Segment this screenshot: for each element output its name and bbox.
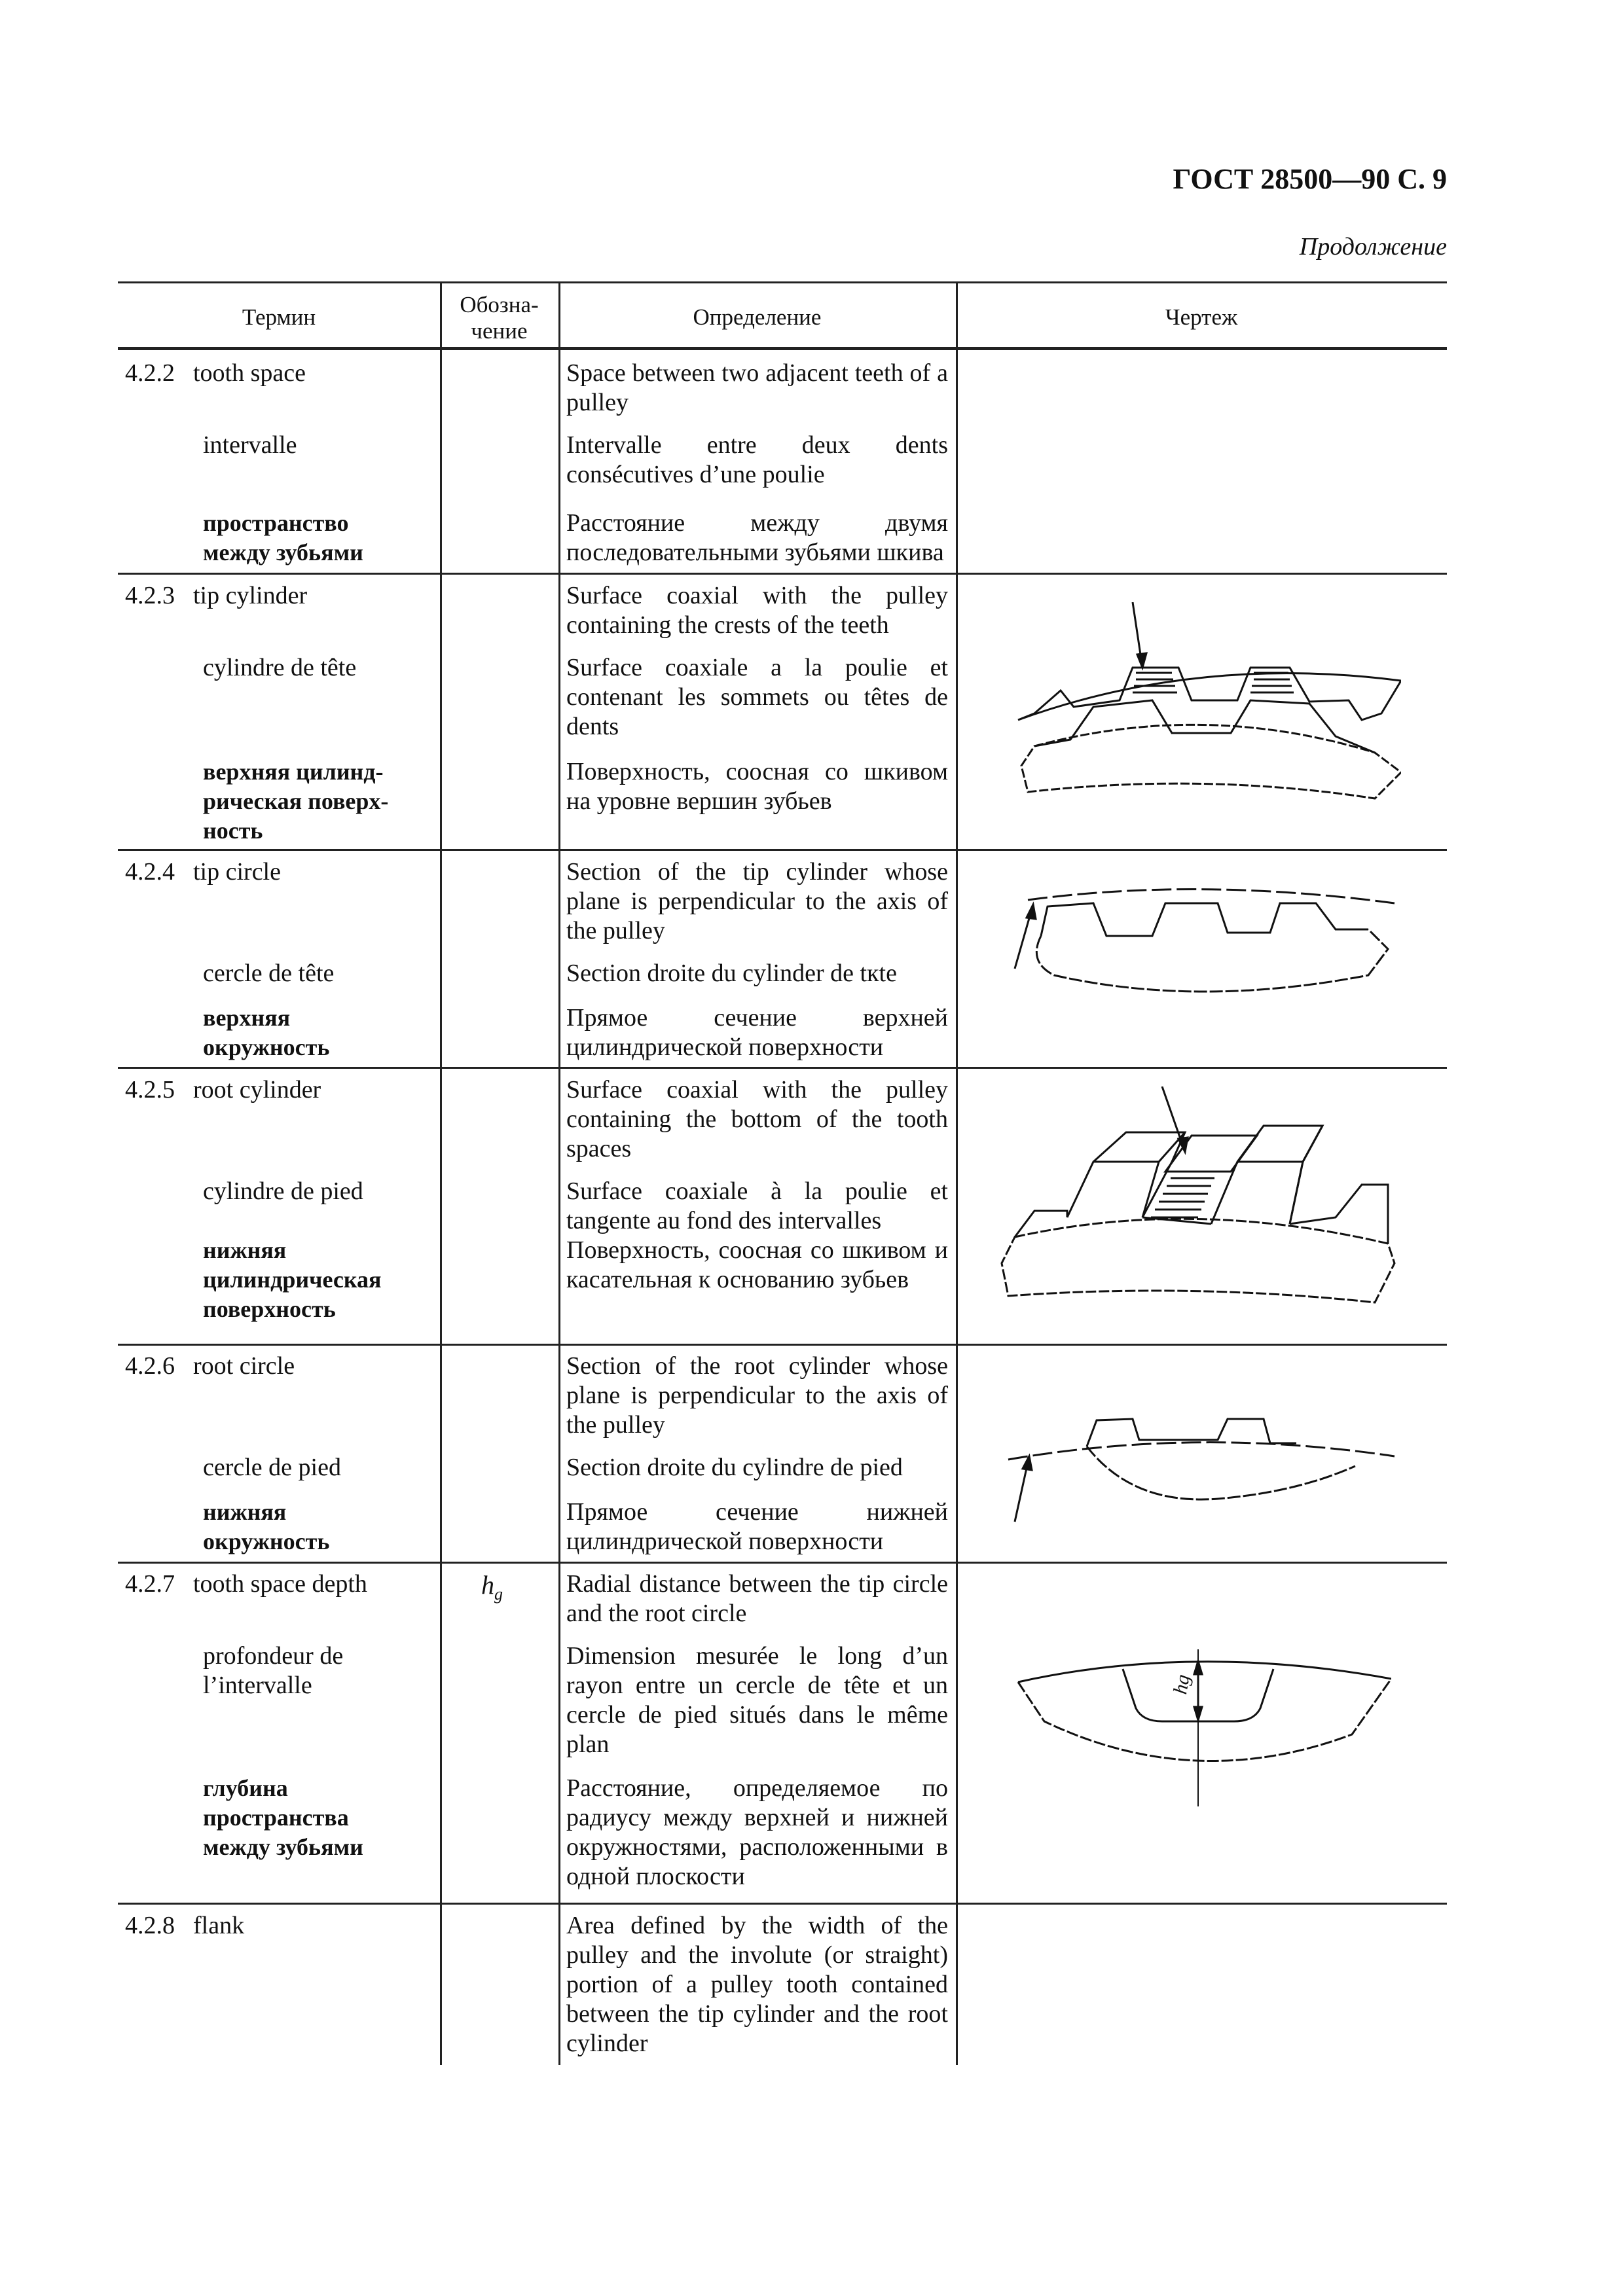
definition-english: Section of the root cylinder whose plane is perpendicular to the axis of the pulley [566, 1352, 948, 1439]
term-number: 4.2.3 [125, 582, 175, 609]
column-header-definition: Определение [693, 304, 822, 330]
header-bottom-border [118, 347, 1447, 350]
column-divider [558, 281, 560, 2065]
term-number: 4.2.8 [125, 1912, 175, 1939]
column-header-symbol-line2: чение [471, 318, 528, 344]
tooth-space-depth-figure [1012, 1649, 1391, 1820]
term-english: tip cylinder [193, 582, 308, 609]
definition-russian: Прямое сечение нижней цилиндрической поверхности [566, 1498, 948, 1555]
term-russian: нижняя цилиндрическая поверхность [203, 1237, 382, 1322]
definition-russian: Расстояние между двумя последовательными зубьями шкива [566, 509, 948, 566]
term-number: 4.2.5 [125, 1076, 175, 1103]
continuation-label: Продолжение [1299, 233, 1447, 260]
definition-french: Surface coaxiale a la poulie et contenant les sommets ou têtes de dents [566, 654, 948, 740]
definition-russian: Поверхность, соосная со шкивом и касательная к основанию зубьев [566, 1236, 948, 1293]
term-french: cercle de tête [203, 960, 335, 987]
definition-english: Surface coaxial with the pulley containing the bottom of the tooth spaces [566, 1076, 948, 1162]
symbol-hg: $h_g$ [481, 1570, 503, 1604]
term-english: tip circle [193, 858, 281, 886]
column-divider [440, 281, 442, 2065]
row-divider [118, 573, 1447, 575]
definition-french: Dimension mesurée le long d’un rayon entre un cercle de tête et un cercle de pied situés dans le même plan [566, 1642, 948, 1758]
row-divider [118, 1344, 1447, 1346]
tip-circle-figure [1002, 877, 1401, 1008]
document-code: ГОСТ 28500—90 С. 9 [1173, 163, 1447, 195]
term-french: cercle de pied [203, 1454, 341, 1481]
definition-english: Radial distance between the tip circle and the root circle [566, 1570, 948, 1627]
term-english: flank [193, 1912, 245, 1939]
definition-french: Intervalle entre deux dents consécutives d’une poulie [566, 431, 948, 488]
term-french: cylindre de tête [203, 654, 357, 681]
term-russian: верхняя окружность [203, 1005, 330, 1060]
term-french: profondeur de l’intervalle [203, 1642, 344, 1699]
definition-english: Area defined by the width of the pulley and the involute (or straight) portion of a pulley tooth contained between the tip cylinder and the root cylinder [566, 1912, 948, 2057]
term-russian: глубина пространства между зубьями [203, 1775, 363, 1860]
row-divider [118, 1067, 1447, 1069]
term-number: 4.2.6 [125, 1352, 175, 1380]
root-circle-figure [1002, 1401, 1401, 1532]
term-english: root cylinder [193, 1076, 321, 1103]
column-header-symbol-line1: Обозна- [460, 292, 539, 317]
column-header-term: Термин [242, 304, 316, 330]
column-header-symbol [440, 292, 558, 344]
term-english: tooth space [193, 359, 306, 387]
term-number: 4.2.4 [125, 858, 175, 886]
term-russian: нижняя окружность [203, 1499, 330, 1554]
definition-russian: Поверхность, соосная со шкивом на уровне вершин зубьев [566, 758, 948, 815]
hg-dimension-label: hg [1169, 1672, 1194, 1696]
term-russian: пространство между зубьями [203, 510, 363, 565]
column-divider [956, 281, 958, 2065]
definition-english: Section of the tip cylinder whose plane is perpendicular to the axis of the pulley [566, 858, 948, 944]
term-english: root circle [193, 1352, 295, 1380]
column-header-drawing: Чертеж [1165, 304, 1238, 330]
row-divider [118, 849, 1447, 851]
definition-french: Section droite du cylindre de pied [566, 1454, 903, 1481]
row-divider [118, 1903, 1447, 1905]
term-russian: верхняя цилинд- рическая поверх- ность [203, 759, 389, 844]
definition-russian: Расстояние, определяемое по радиусу между верхней и нижней окружностями, расположенными в одной плоскости [566, 1774, 948, 1890]
term-number: 4.2.2 [125, 359, 175, 387]
term-french: cylindre de pied [203, 1177, 363, 1205]
definition-russian: Прямое сечение верхней цилиндрической поверхности [566, 1004, 948, 1061]
term-english: tooth space depth [193, 1570, 367, 1598]
term-number: 4.2.7 [125, 1570, 175, 1598]
row-divider [118, 1562, 1447, 1564]
term-french: intervalle [203, 431, 297, 459]
root-cylinder-figure [995, 1086, 1401, 1322]
table-top-border [118, 281, 1447, 283]
definition-french: Surface coaxiale à la poulie et tangente au fond des intervalles [566, 1177, 948, 1234]
tip-cylinder-figure [1008, 602, 1401, 812]
definition-french: Section droite du cylinder de tкte [566, 960, 897, 987]
definition-english: Surface coaxial with the pulley containing the crests of the teeth [566, 582, 948, 639]
definition-english: Space between two adjacent teeth of a pulley [566, 359, 948, 416]
